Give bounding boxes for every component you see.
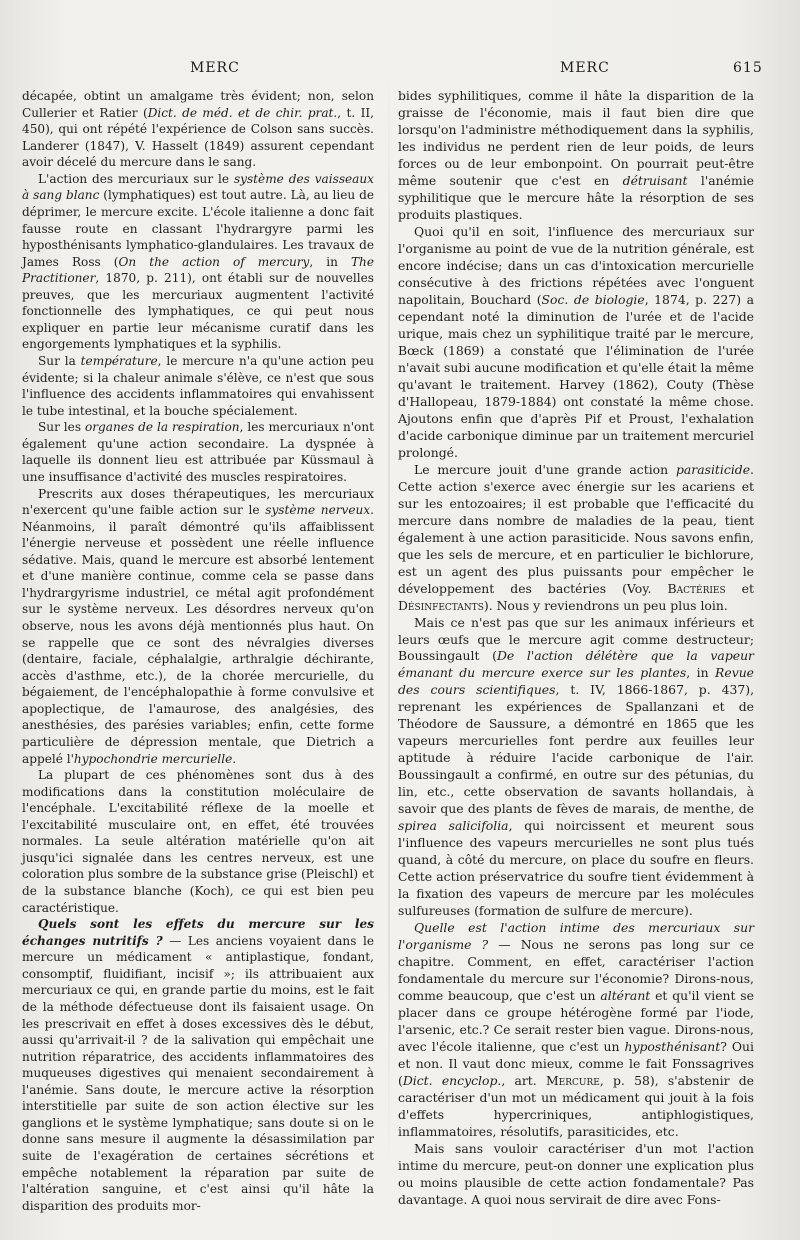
- paragraph: [22, 171, 374, 353]
- styled-text-run: température: [80, 354, 158, 368]
- styled-text-run: parasiticide: [675, 461, 751, 477]
- paragraph: [22, 916, 374, 1214]
- text-run: Le mercure jouit d'une grande action: [414, 461, 676, 477]
- paragraph: [22, 419, 374, 485]
- text-run: , t. II, 450), qui ont répété l'expérience de Colson sans succès. Landerer (1847), V. Hasselt (1849) assurent cependant avoir décelé du mercure dans le sang.: [22, 105, 374, 170]
- paragraph: [22, 88, 374, 171]
- styled-text-run: De l'action délétère que la vapeur émanant du mercure exerce sur les plantes: [398, 648, 754, 681]
- text-run: ? Oui et non. Il vaut donc mieux, comme le fait Fonssagrives (: [398, 1039, 754, 1089]
- text-run: , in: [686, 665, 716, 681]
- styled-text-run: Revue des cours scientifiques: [398, 665, 755, 698]
- paragraph: [398, 1141, 754, 1209]
- running-title-right: MERC: [560, 60, 610, 76]
- styled-text-run: détruisant: [622, 172, 688, 188]
- styled-text-run: Désinfectants: [398, 597, 484, 613]
- text-run: , art.: [501, 1073, 546, 1089]
- text-run: Mais ce n'est pas que sur les animaux inférieurs et leurs œufs que le mercure agit comme destructeur; Boussingault (: [398, 614, 754, 664]
- paragraph: [398, 462, 754, 615]
- text-run: décapée, obtint un amalgame très évident; non, selon Cullerier et Ratier (: [22, 89, 374, 120]
- styled-text-run: organes de la respiration: [85, 420, 240, 435]
- text-run: Sur la: [38, 354, 81, 368]
- styled-text-run: hypochondrie mercurielle: [73, 751, 233, 766]
- text-run: L'action des mercuriaux sur le: [38, 171, 234, 186]
- text-run: ). Nous y reviendrons un peu plus loin.: [483, 597, 728, 613]
- text-run: , 1870, p. 211), ont établi sur de nouvelles preuves, que les mercuriaux augmentent l'activité fonctionnelle des lymphatiques, ce qui peut nous expliquer en partie leur mécanisme curatif dans les engorgements lymphatiques et la syphilis.: [22, 271, 374, 352]
- paragraph: [398, 615, 754, 921]
- styled-text-run: Quelle est l'action intime des mercuriaux sur l'organisme ?: [398, 920, 754, 953]
- text-run: bides syphilitiques, comme il hâte la disparition de la graisse de l'économie, mais il faut bien dire que lorsqu'on l'administre méthodiquement dans la syphilis, les individus ne perdent rien de leur poids, de leurs forces ou de leur embonpoint. On pourrait peut-être même soutenir que c'est en: [398, 88, 754, 188]
- text-run: .: [232, 751, 237, 766]
- text-run: , les mercuriaux n'ont également qu'une action secondaire. La dyspnée à laquelle ils donnent lieu est attribuée par Küssmaul à une insuffisance d'activité des muscles respiratoires.: [22, 420, 374, 484]
- text-run: , in: [309, 254, 351, 269]
- text-run: Quoi qu'il en soit, l'influence des mercuriaux sur l'organisme au point de vue de la nutrition générale, est encore indécise; dans un cas d'intoxication mercurielle consécutive à des frictions répétées avec l'onguent napolitain, Bouchard (: [398, 223, 754, 307]
- text-run: Sur les: [38, 420, 85, 435]
- paragraph: [22, 767, 374, 916]
- paragraph: [398, 88, 754, 224]
- page-number: 615: [733, 60, 763, 76]
- text-run: Prescrits aux doses thérapeutiques, les mercuriaux n'exercent qu'une faible action sur le: [22, 486, 374, 518]
- styled-text-run: Mercure: [545, 1073, 600, 1089]
- styled-text-run: Quels sont les effets du mercure sur les échanges nutritifs ?: [22, 917, 374, 948]
- text-run: , qui noircissent et meurent sous l'influence des vapeurs mercurielles ne sont plus tués quand, à côté du mercure, on place du soufre en fleurs. Cette action préservatrice du soufre tient évidemment à la fixation des vapeurs de mercure par les molécules sulfureuses (formation de sulfure de mercure).: [398, 818, 754, 919]
- paragraph: [22, 353, 374, 419]
- styled-text-run: Dict. encyclop.: [402, 1073, 502, 1089]
- text-run: et: [725, 580, 754, 596]
- styled-text-run: On the action of mercury: [118, 254, 310, 269]
- text-run: , p. 58), s'abstenir de caractériser d'un mot un médicament qui jouit à la fois d'effets hypercriniques, antiphlogistiques, inflammatoires, résolutifs, parasiticides, etc.: [398, 1073, 754, 1140]
- text-run: , le mercure n'a qu'une action peu évidente; si la chaleur animale s'élève, ce n'est que sous l'influence des accidents inflammatoires qui envahissent le tube intestinal, et la bouche spécialement.: [22, 354, 374, 418]
- styled-text-run: altérant: [600, 988, 651, 1004]
- text-run: . Néanmoins, il paraît démontré qu'ils affaiblissent l'énergie nerveuse et possèdent une réelle influence sédative. Mais, quand le mercure est absorbé lentement et d'une manière continue, comme cela se passe dans l'hydrargyrisme industriel, ce métal agit profondément sur le système nerveux. Les désordres nerveux qu'on observe, nous les avons déjà mentionnés plus haut. On se rappelle que ce sont des névralgies diverses (dentaire, faciale, céphalalgie, arthralgie déchirante, accès d'asthme, etc.), de la chorée mercurielle, du bégaiement, de l'encéphalopathie à forme convulsive et apoplectique, de l'amaurose, des analgésies, des anesthésies, des parésies variables; enfin, cette forme particulière de dépression mentale, que Dietrich a appelé l': [22, 503, 374, 766]
- paragraph: [398, 224, 754, 462]
- text-run: La plupart de ces phénomènes sont dus à des modifications dans la constitution moléculaire de l'encéphale. L'excitabilité réflexe de la moelle et l'excitabilité musculaire ont, en effet, été trouvées normales. La seule altération matérielle qu'on ait jusqu'ici signalée dans les centres nerveux, est une coloration plus sombre de la substance grise (Pleischl) et de la substance blanche (Koch), ce qui est bien peu caractéristique.: [22, 768, 374, 915]
- text-run: Mais sans vouloir caractériser d'un mot l'action intime du mercure, peut-on donner une explication plus ou moins plausible de cette action fondamentale? Pas davantage. A quoi nous servirait de dire avec Fons-: [398, 1141, 754, 1207]
- text-run: , 1874, p. 227) a cependant noté la diminution de l'urée et de l'acide urique, mais chez un syphilitique traité par le mercure, Bœck (1869) a constaté que l'élimination de l'urée n'avait subi aucune modification et qu'elle était la même qu'avant le traitement. Harvey (1862), Couty (Thèse d'Hallopeau, 1879-1884) ont constaté la même chose. Ajoutons enfin que d'après Pif et Proust, l'exhalation d'acide carbonique diminue par un traitement mercuriel prolongé.: [398, 291, 754, 460]
- text-run: (lymphatiques) est tout autre. Là, au lieu de déprimer, le mercure excite. L'école italienne a donc fait fausse route en classant l'hydrargyre parmi les hyposthénisants lymphatico-glandulaires. Les travaux de James Ross (: [22, 188, 374, 269]
- paragraph: [22, 486, 374, 768]
- styled-text-run: Soc. de biologie: [541, 291, 645, 307]
- text-run: , t. IV, 1866-1867, p. 437), reprenant les expériences de Spallanzani et de Théodore de Saussure, a démontré en 1865 que les vapeurs mercurielles font perdre aux feuilles leur aptitude à réduire l'acide carbonique de l'air. Boussingault a confirmé, en outre sur des pétunias, du lin, etc., cette observation de savants hollandais, à savoir que des plants de fèves de marais, de menthe, de: [398, 682, 755, 817]
- styled-text-run: hyposthénisant: [624, 1039, 721, 1055]
- styled-text-run: spirea salicifolia: [398, 818, 509, 834]
- styled-text-run: système des vaisseaux à sang blanc: [22, 171, 375, 203]
- styled-text-run: Dict. de méd. et de chir. prat.: [147, 105, 338, 120]
- left-column: [22, 88, 374, 1214]
- text-run: — Nous ne serons pas long sur ce chapitre. Comment, en effet, caractériser l'action fondamentale du mercure sur l'économie? Dirons-nous, comme beaucoup, que c'est un: [398, 937, 754, 1004]
- styled-text-run: système nerveux: [265, 503, 371, 518]
- text-run: l'anémie syphilitique que le mercure hâte la résorption de ses produits plastiques.: [398, 172, 754, 222]
- right-column: [398, 88, 754, 1209]
- column-divider: [388, 70, 390, 1170]
- text-run: et qu'il vient se placer dans ce groupe hétérogène formé par l'iode, l'arsenic, etc.? Ce serait rester bien vague. Dirons-nous, avec l'école italienne, que c'est un: [398, 988, 754, 1055]
- text-run: — Les anciens voyaient dans le mercure un médicament « antiplastique, fondant, consomptif, fluidifiant, incisif »; ils attribuaient aux mercuriaux ce qui, en grande partie du moins, est le fait de la méthode défectueuse dont ils faisaient usage. On les prescrivait en effet à doses excessives dès le début, aussi qu'arrivait-il ? de la salivation qui empêchait une nutrition réparatrice, des accidents inflammatoires des muqueuses digestives qui menaient secondairement à l'anémie. Sans doute, le mercure active la résorption interstitielle par suite de son action élective sur les ganglions et le système lymphatique; sans doute si on le donne sans mesure il augmente la désassimilation par suite de l'exagération de certaines sécrétions et empêche notablement la réparation par suite de l'altération sanguine, et c'est ainsi qu'il hâte la disparition des produits mor-: [22, 933, 374, 1213]
- paragraph: [398, 920, 754, 1141]
- styled-text-run: The Practitioner: [22, 254, 374, 286]
- text-run: . Cette action s'exerce avec énergie sur les acariens et sur les entozoaires; il est probable que l'efficacité du mercure dans nombre de maladies de la peau, tient également à une action parasiticide. Nous savons enfin, que les sels de mercure, et en particulier le bichlorure, est un agent des plus puissants pour empêcher le développement des bactéries (Voy.: [398, 461, 754, 596]
- running-title-left: MERC: [190, 60, 240, 76]
- styled-text-run: Bactéries: [667, 580, 726, 596]
